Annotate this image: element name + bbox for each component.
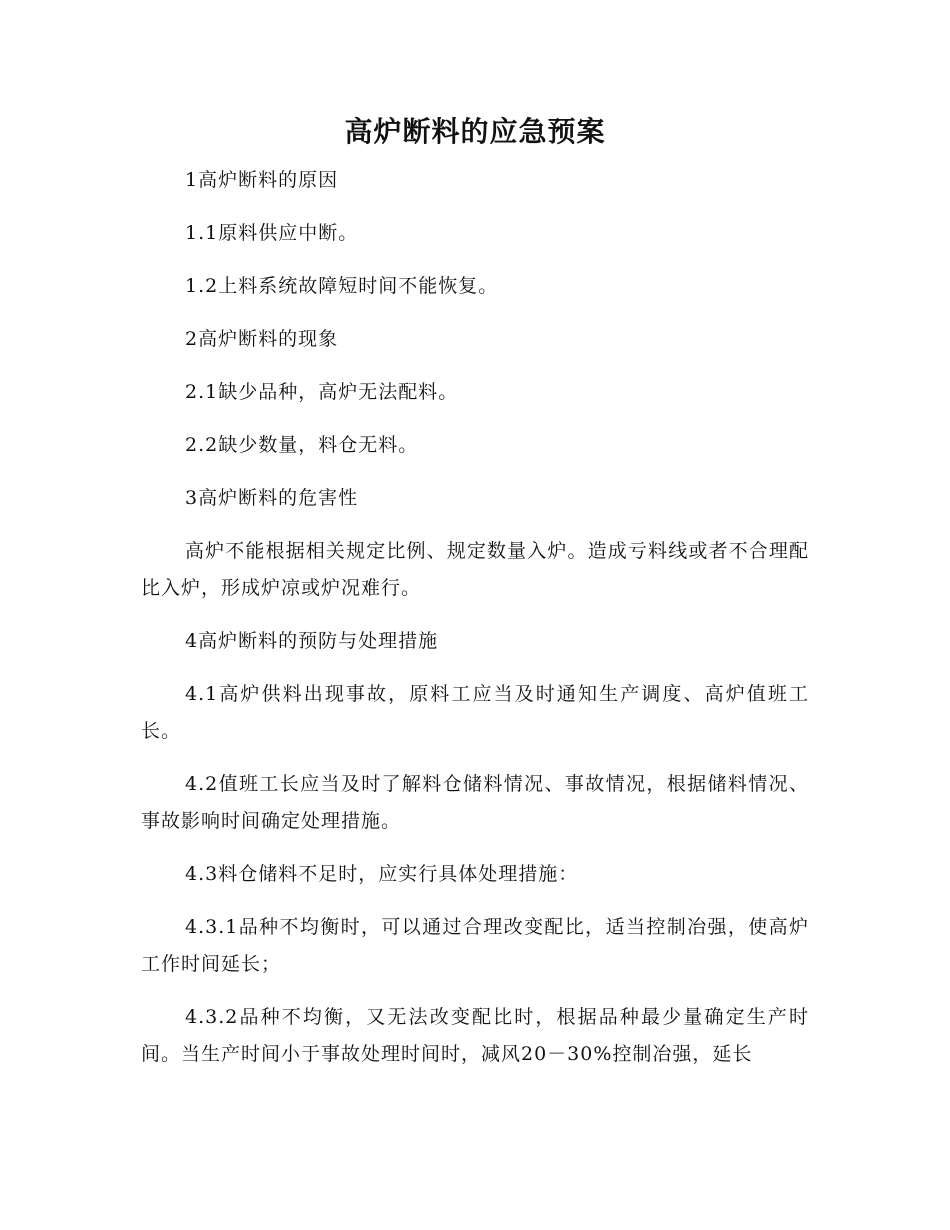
- paragraph-2-2: 2.2缺少数量，料仓无料。: [185, 434, 419, 456]
- paragraph-2-1: 2.1缺少品种，高炉无法配料。: [185, 381, 459, 403]
- document-title: 高炉断料的应急预案: [344, 115, 606, 148]
- paragraph-4-3-1: 4.3.1品种不均衡时，可以通过合理改变配比，适当控制冶强，使高炉工作时间延长；: [141, 916, 809, 975]
- section-heading-3: 3高炉断料的危害性: [185, 487, 359, 509]
- paragraph-1-2: 1.2上料系统故障短时间不能恢复。: [185, 275, 499, 297]
- section-heading-1: 1高炉断料的原因: [185, 169, 339, 191]
- section-heading-4: 4高炉断料的预防与处理措施: [185, 630, 439, 652]
- paragraph-4-1: 4.1高炉供料出现事故，原料工应当及时通知生产调度、高炉值班工长。: [141, 683, 809, 742]
- paragraph-4-3: 4.3料仓储料不足时，应实行具体处理措施：: [185, 863, 579, 885]
- document-body: [141, 162, 809, 1089]
- paragraph-3-body: 高炉不能根据相关规定比例、规定数量入炉。造成亏料线或者不合理配比入炉，形成炉凉或炉况难行。: [141, 540, 809, 599]
- paragraph-4-3-2: 4.3.2品种不均衡，又无法改变配比时，根据品种最少量确定生产时间。当生产时间小于事故处理时间时，减风20－30%控制冶强，延长: [141, 1006, 809, 1065]
- paragraph-4-2: 4.2值班工长应当及时了解料仓储料情况、事故情况，根据储料情况、事故影响时间确定处理措施。: [141, 773, 809, 832]
- section-heading-2: 2高炉断料的现象: [185, 328, 339, 350]
- paragraph-1-1: 1.1原料供应中断。: [185, 222, 359, 244]
